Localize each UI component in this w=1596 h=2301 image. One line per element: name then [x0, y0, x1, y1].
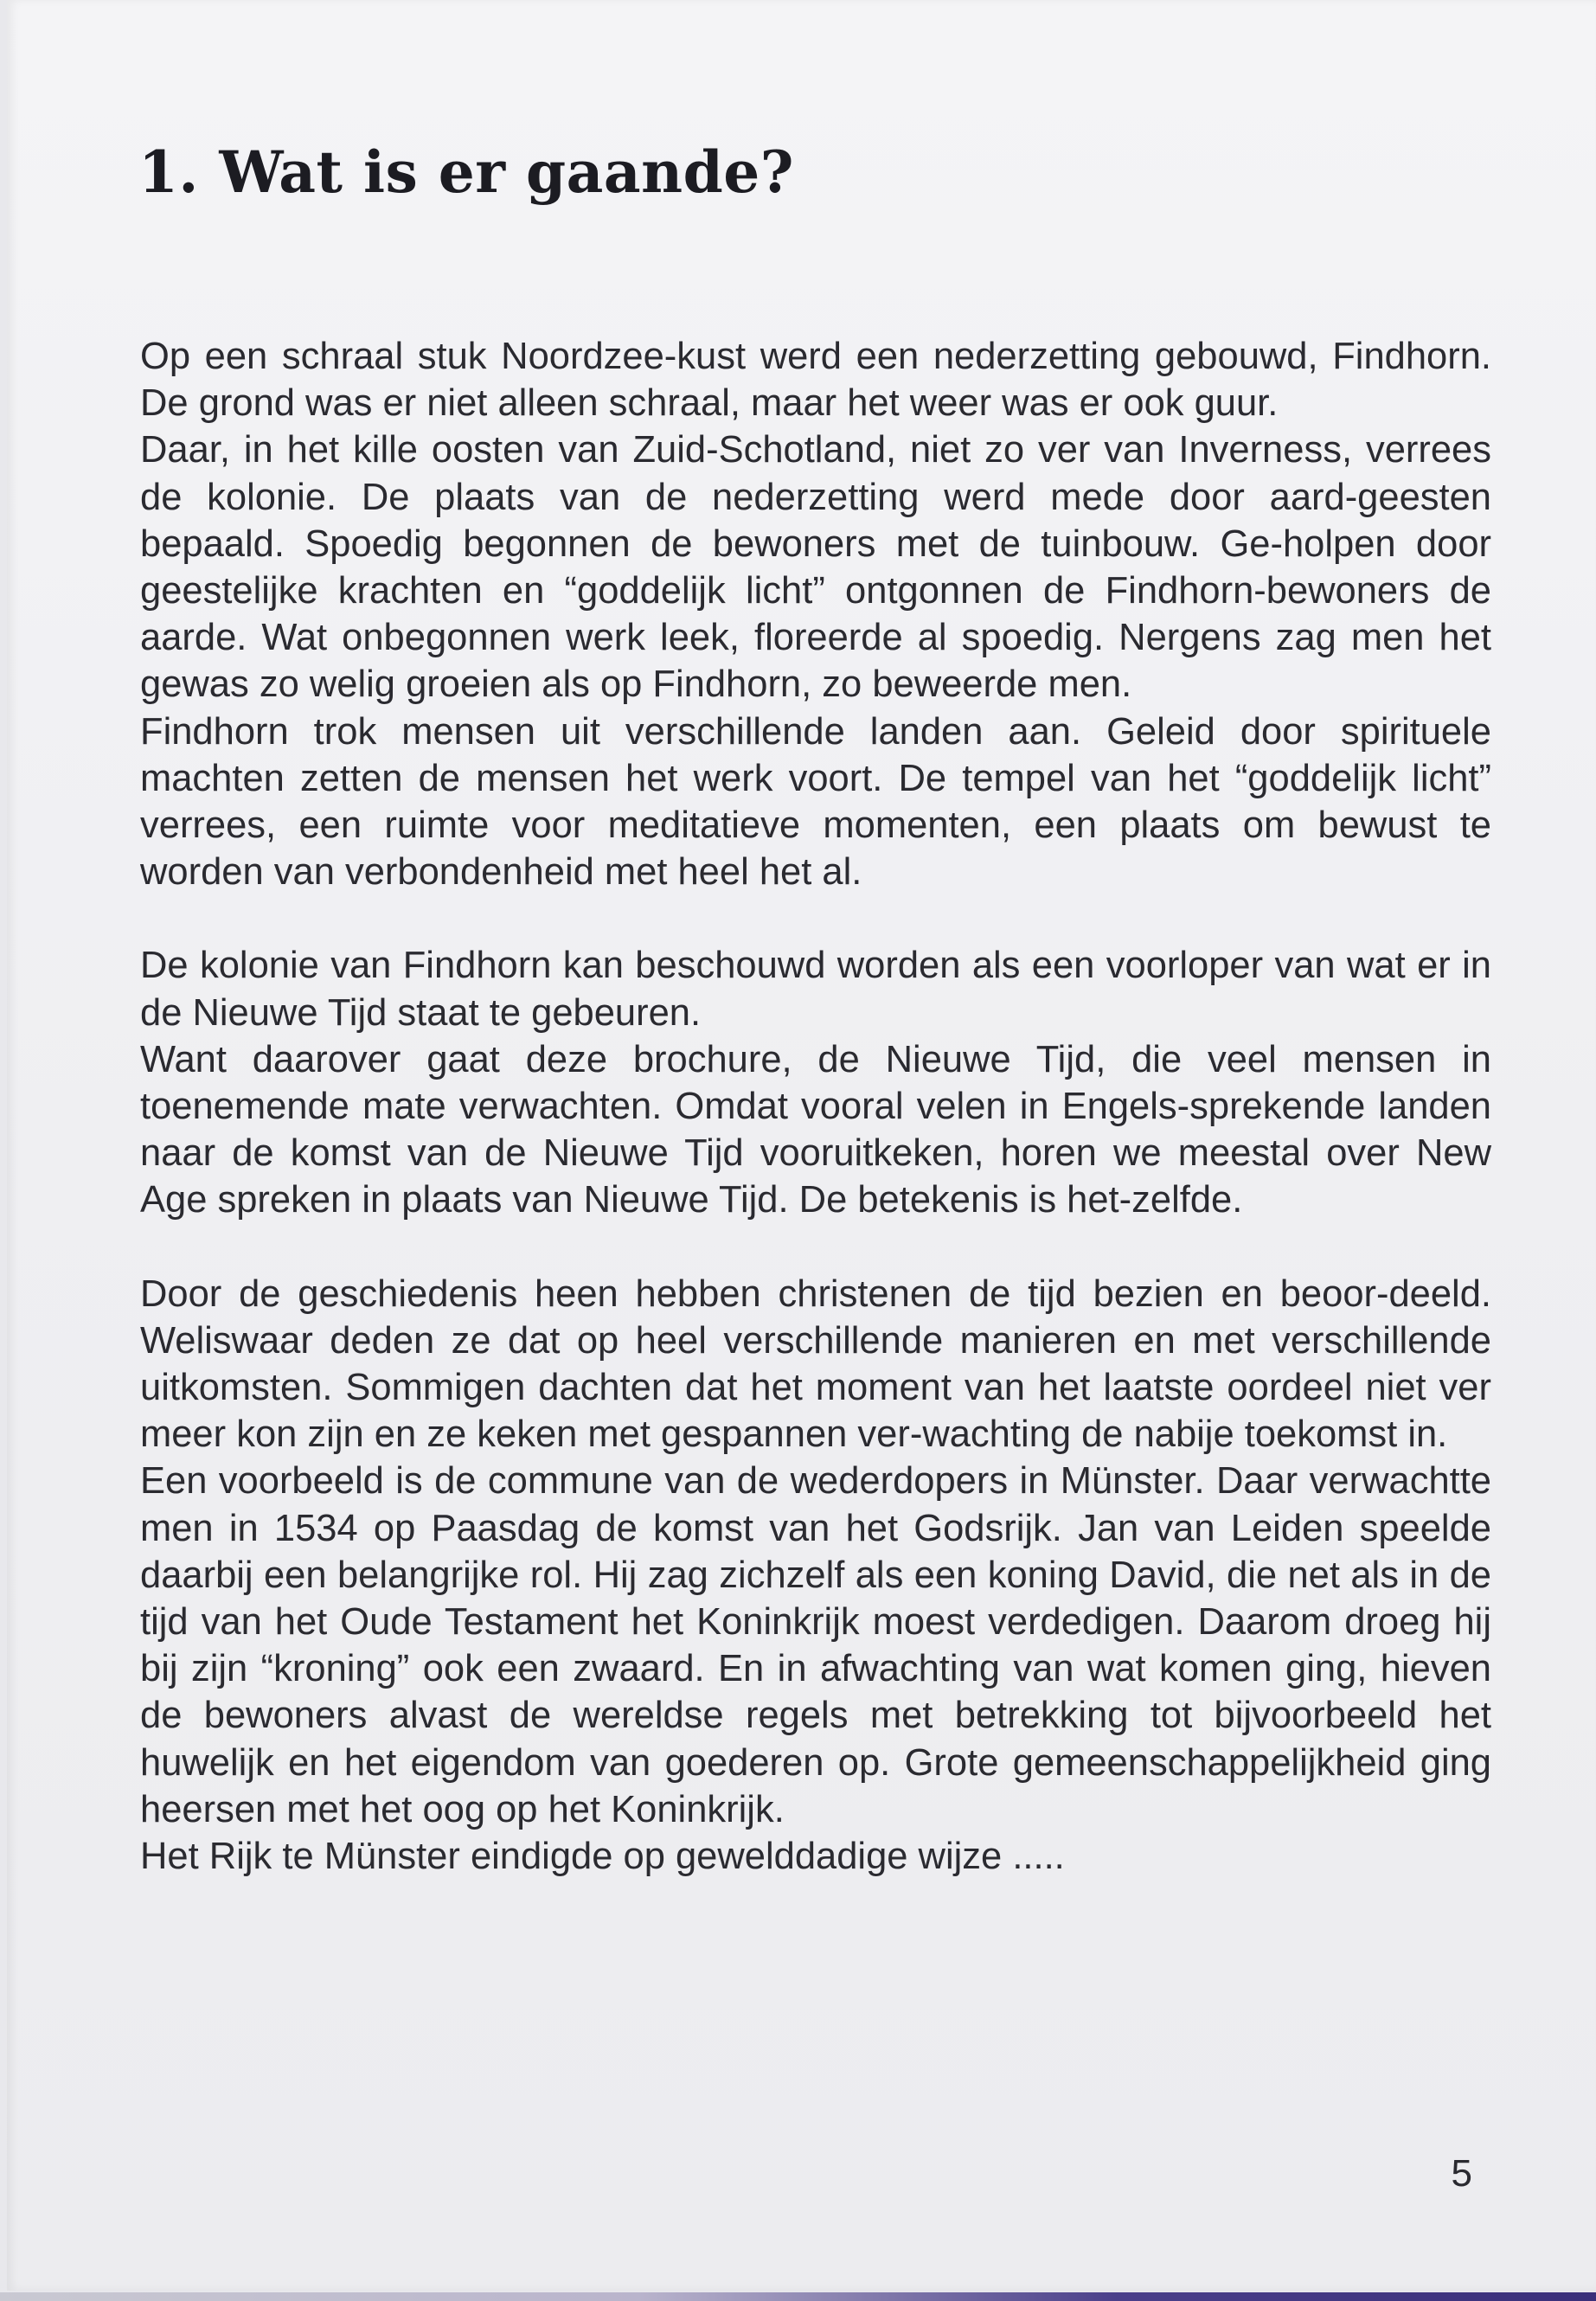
paragraph: Want daarover gaat deze brochure, de Nieuwe Tijd, die veel mensen in toenemende mate verwachten. Omdat vooral velen in Engels-sprekende landen naar de komst van de Nieuwe Tijd vooruitkeken, horen we meestal over New Age spreken in plaats van Nieuwe Tijd. De betekenis is het-zelfde. — [140, 1038, 1491, 1221]
paragraph: Op een schraal stuk Noordzee-kust werd een nederzetting gebouwd, Findhorn. De grond was er niet alleen schraal, maar het weer was er ook guur. — [140, 336, 1491, 425]
paragraph: Een voorbeeld is de commune van de wederdopers in Münster. Daar verwachtte men in 1534 op Paasdag de komst van het Godsrijk. Jan van Leiden speelde daarbij een belangrijke rol. Hij zag zichzelf als een koning David, die net als in de tijd van het Oude Testament het Koninkrijk moest verdedigen. Daarom droeg hij bij zijn “kroning” ook een zwaard. En in afwachting van wat komen ging, hieven de bewoners alvast de wereldse regels met betrekking tot bijvoorbeeld het huwelijk en het eigendom van goederen op. Grote gemeenschappelijkheid ging heersen met het oog op het Koninkrijk. — [140, 1460, 1491, 1830]
paragraph: De kolonie van Findhorn kan beschouwd worden als een voorloper van wat er in de Nieuwe Tijd staat te gebeuren. — [140, 945, 1491, 1034]
page-number: 5 — [1451, 2152, 1472, 2195]
page-edge — [0, 2292, 1596, 2301]
body-text — [140, 333, 1491, 1880]
paragraph: Findhorn trok mensen uit verschillende landen aan. Geleid door spirituele machten zetten de mensen het werk voort. De tempel van het “goddelijk licht” verrees, een ruimte voor meditatieve momenten, een plaats om bewust te worden van verbondenheid met heel het al. — [140, 710, 1491, 894]
chapter-heading: 1. Wat is er gaande? — [138, 138, 794, 206]
book-page — [7, 0, 1596, 2291]
paragraph: Het Rijk te Münster eindigde op gewelddadige wijze ..... — [140, 1836, 1065, 1878]
paragraph: Door de geschiedenis heen hebben christenen de tijd bezien en beoor-deeld. Weliswaar deden ze dat op heel verschillende manieren en met verschillende uitkomsten. Sommigen dachten dat het moment van het laatste oordeel niet ver meer kon zijn en ze keken met gespannen ver-wachting de nabije toekomst in. — [140, 1272, 1491, 1456]
paragraph: Daar, in het kille oosten van Zuid-Schotland, niet zo ver van Inverness, verrees de kolonie. De plaats van de nederzetting werd mede door aard-geesten bepaald. Spoedig begonnen de bewoners met de tuinbouw. Ge-holpen door geestelijke krachten en “goddelijk licht” ontgonnen de Findhorn-bewoners de aarde. Wat onbegonnen werk leek, floreerde al spoedig. Nergens zag men het gewas zo welig groeien als op Findhorn, zo beweerde men. — [140, 429, 1491, 706]
